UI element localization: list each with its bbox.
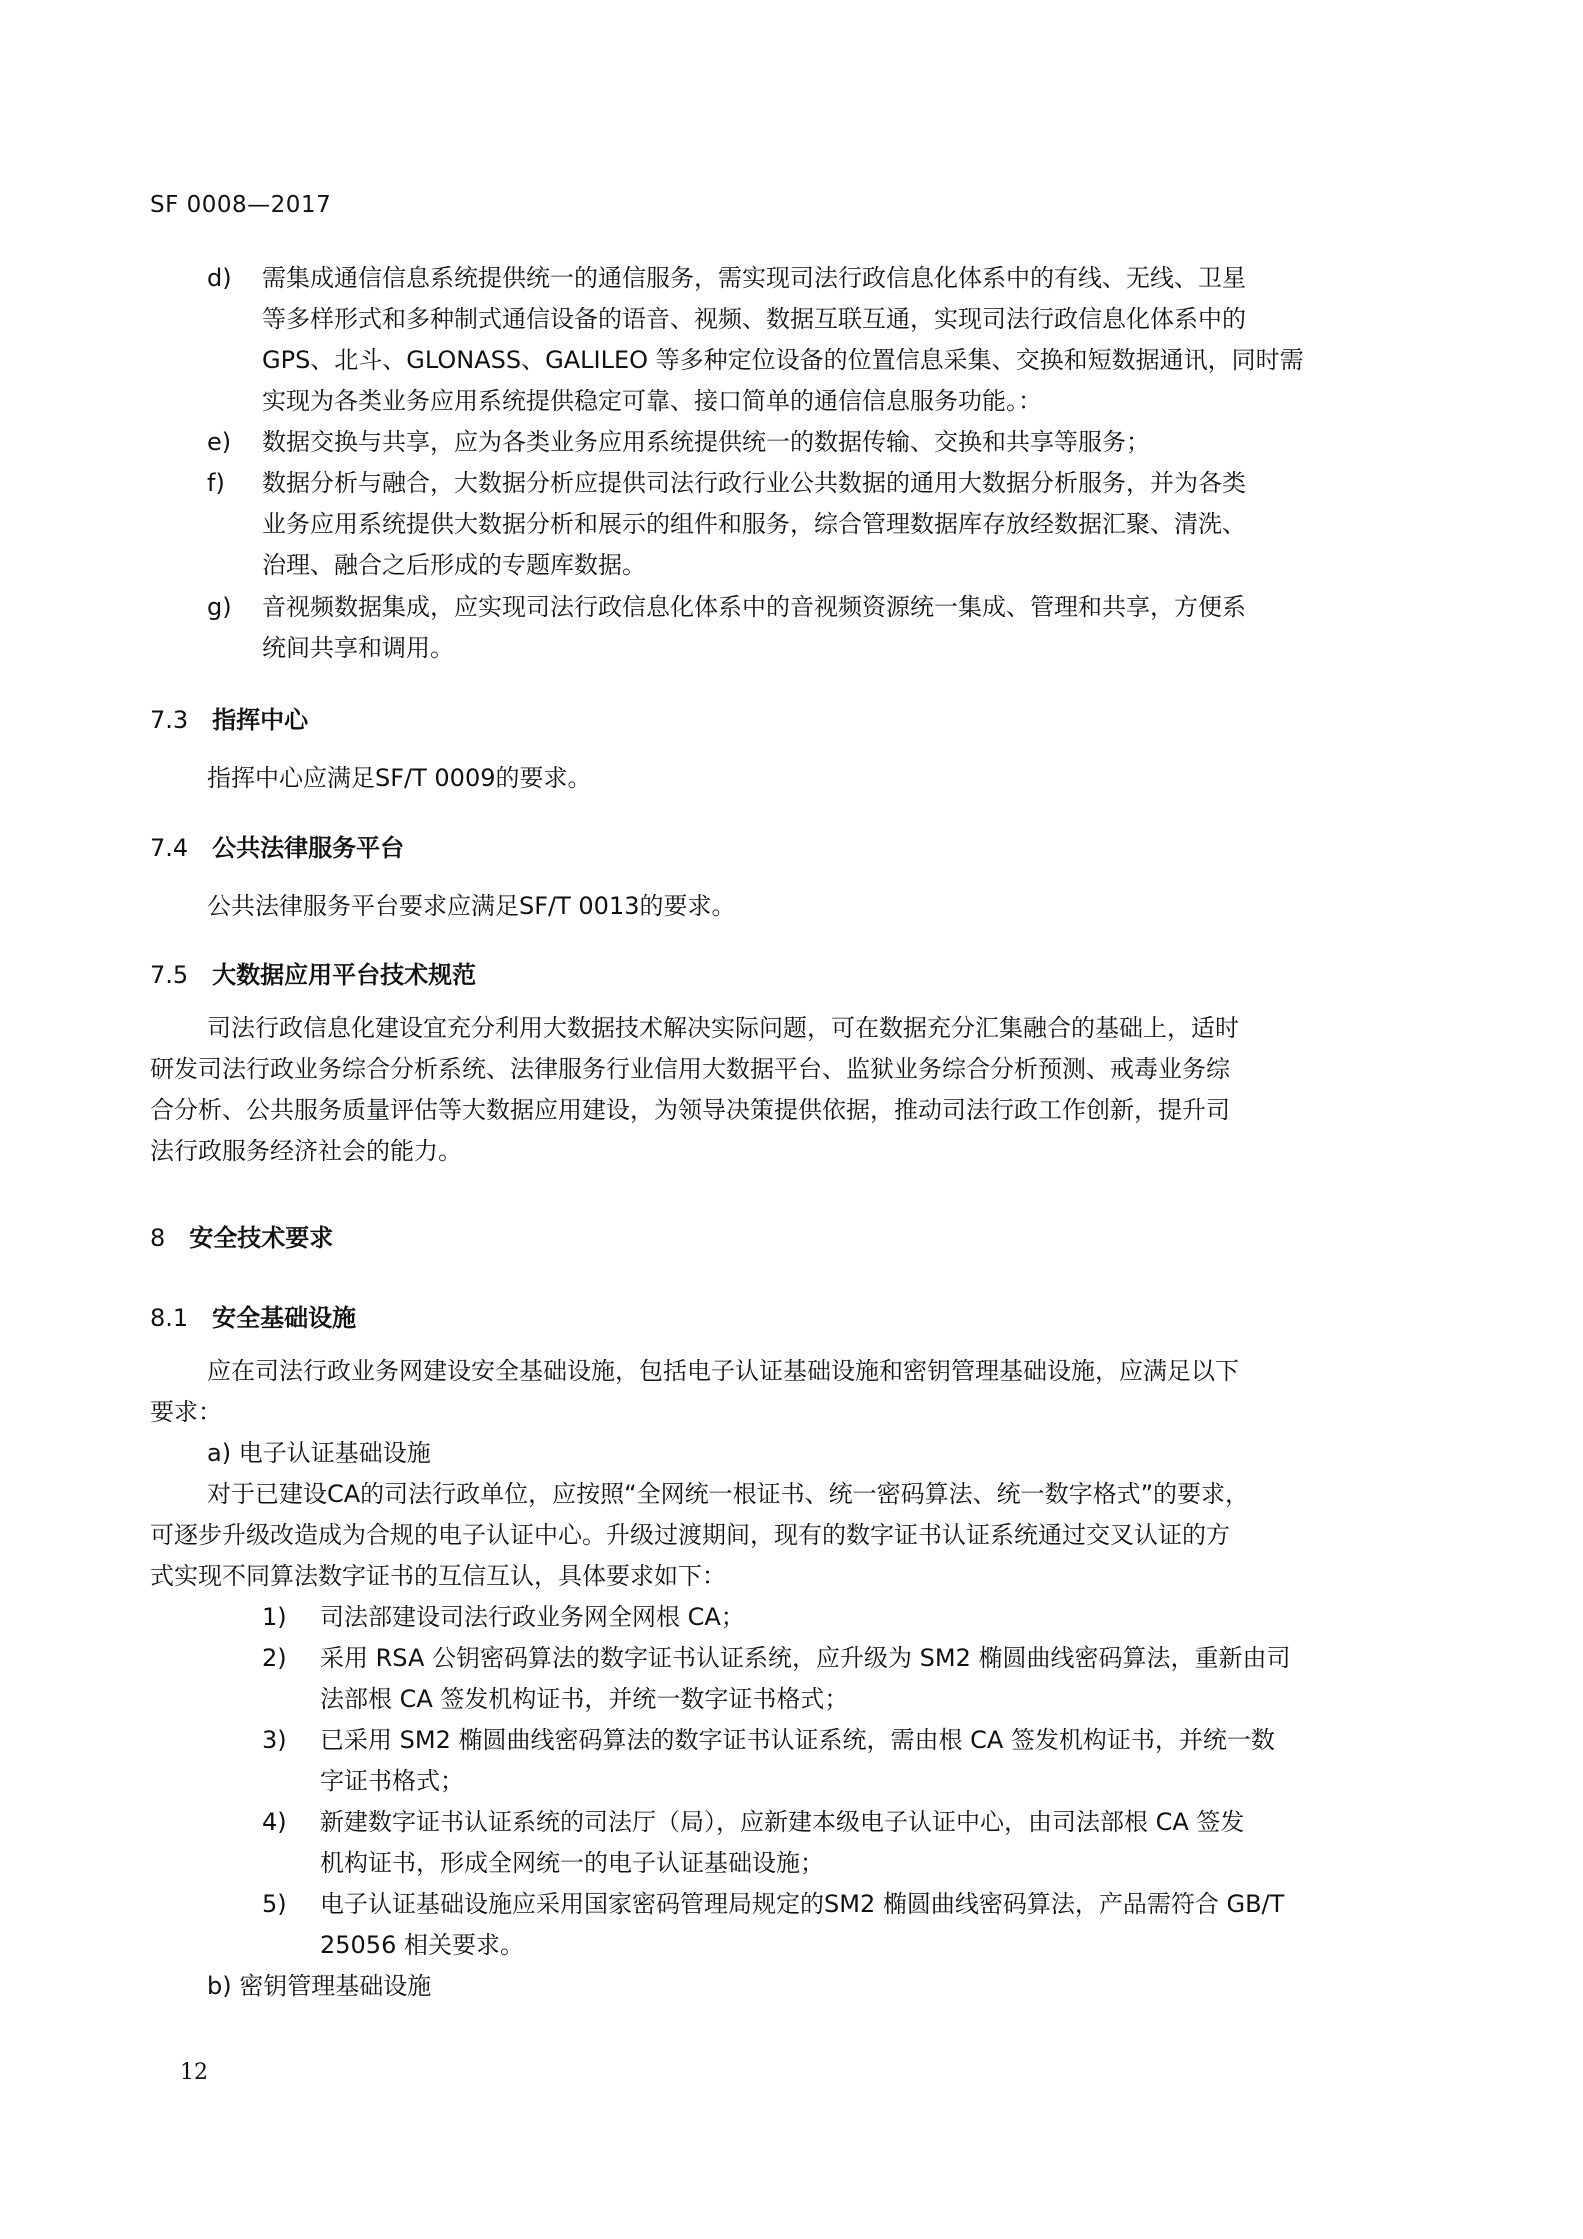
section-7-3-text: 指挥中心应满足SF/T 0009的要求。 xyxy=(207,764,592,792)
text-line: 治理、融合之后形成的专题库数据。 xyxy=(262,551,646,579)
text-line: 司法部建设司法行政业务网全网根 CA； xyxy=(320,1603,745,1631)
text-line: 需集成通信信息系统提供统一的通信服务，需实现司法行政信息化体系中的有线、无线、卫星 xyxy=(262,264,1246,292)
text-line: 25056 相关要求。 xyxy=(320,1931,524,1959)
numbered-label-5: 5) xyxy=(262,1890,287,1918)
section-title: 安全基础设施 xyxy=(212,1304,357,1332)
standard-code-header: SF 0008—2017 xyxy=(150,192,332,218)
list-item-g xyxy=(262,587,1412,669)
text-line: 实现为各类业务应用系统提供稳定可靠、接口简单的通信信息服务功能。： xyxy=(262,387,1042,415)
text-line: 式实现不同算法数字证书的互信互认，具体要求如下： xyxy=(150,1562,726,1590)
sub-item-b-label: b) 密钥管理基础设施 xyxy=(207,1972,432,2000)
text-line: 已采用 SM2 椭圆曲线密码算法的数字证书认证系统，需由根 CA 签发机构证书，并统一数 xyxy=(320,1726,1275,1754)
list-item-f xyxy=(262,463,1412,586)
list-label-g: g) xyxy=(207,593,232,621)
text-line: 字证书格式； xyxy=(320,1767,464,1795)
section-heading-7-3 xyxy=(150,700,308,735)
numbered-label-3: 3) xyxy=(262,1726,287,1754)
section-title: 指挥中心 xyxy=(212,706,309,734)
text-line: 要求： xyxy=(150,1398,222,1426)
list-label-f: f) xyxy=(207,469,225,497)
numbered-label-4: 4) xyxy=(262,1808,287,1836)
section-title: 大数据应用平台技术规范 xyxy=(212,961,477,989)
numbered-item-1 xyxy=(320,1597,745,1638)
text-line: 采用 RSA 公钥密码算法的数字证书认证系统，应升级为 SM2 椭圆曲线密码算法，重新由司 xyxy=(320,1644,1291,1672)
section-title: 公共法律服务平台 xyxy=(212,834,405,862)
text-line: 司法行政信息化建设宜充分利用大数据技术解决实际问题，可在数据充分汇集融合的基础上，适时 xyxy=(207,1014,1239,1042)
sub-item-a-paragraph xyxy=(150,1474,1420,1597)
list-label-d: d) xyxy=(207,264,232,292)
text-line: 法部根 CA 签发机构证书，并统一数字证书格式； xyxy=(320,1685,849,1713)
page-number: 12 xyxy=(180,2060,208,2085)
numbered-label-2: 2) xyxy=(262,1644,287,1672)
list-item-d xyxy=(262,258,1412,422)
text-line: 可逐步升级改造成为合规的电子认证中心。升级过渡期间，现有的数字证书认证系统通过交叉认证的方 xyxy=(150,1521,1230,1549)
list-item-e xyxy=(262,422,1412,463)
text-line: 数据交换与共享，应为各类业务应用系统提供统一的数据传输、交换和共享等服务； xyxy=(262,428,1150,456)
section-heading-7-4 xyxy=(150,828,404,863)
section-heading-8-1 xyxy=(150,1298,356,1333)
chapter-title: 安全技术要求 xyxy=(189,1224,334,1252)
numbered-item-3 xyxy=(320,1720,1275,1802)
numbered-item-2 xyxy=(320,1638,1291,1720)
text-line: 研发司法行政业务综合分析系统、法律服务行业信用大数据平台、监狱业务综合分析预测、戒毒业务综 xyxy=(150,1055,1230,1083)
section-heading-7-5 xyxy=(150,955,476,990)
chapter-heading-8 xyxy=(150,1218,333,1253)
text-line: 机构证书，形成全网统一的电子认证基础设施； xyxy=(320,1849,824,1877)
section-number: 8.1 xyxy=(150,1304,189,1332)
section-number: 7.3 xyxy=(150,706,189,734)
sub-item-a-label: a) 电子认证基础设施 xyxy=(207,1439,431,1467)
list-label-e: e) xyxy=(207,428,232,456)
numbered-item-4 xyxy=(320,1802,1244,1884)
section-number: 7.5 xyxy=(150,961,189,989)
numbered-label-1: 1) xyxy=(262,1603,287,1631)
section-7-5-paragraph xyxy=(150,1008,1420,1172)
text-line: 对于已建设CA的司法行政单位，应按照“全网统一根证书、统一密码算法、统一数字格式”的要求， xyxy=(207,1480,1250,1508)
numbered-item-5 xyxy=(320,1884,1284,1966)
text-line: 统间共享和调用。 xyxy=(262,634,454,662)
text-line: 电子认证基础设施应采用国家密码管理局规定的SM2 椭圆曲线密码算法，产品需符合 GB/T xyxy=(320,1890,1285,1918)
section-number: 7.4 xyxy=(150,834,189,862)
text-line: 等多样形式和多种制式通信设备的语音、视频、数据互联互通，实现司法行政信息化体系中的 xyxy=(262,305,1246,333)
text-line: 音视频数据集成，应实现司法行政信息化体系中的音视频资源统一集成、管理和共享，方便系 xyxy=(262,593,1246,621)
section-7-4-text: 公共法律服务平台要求应满足SF/T 0013的要求。 xyxy=(207,892,736,920)
text-line: 合分析、公共服务质量评估等大数据应用建设，为领导决策提供依据，推动司法行政工作创新，提升司 xyxy=(150,1096,1230,1124)
text-line: 应在司法行政业务网建设安全基础设施，包括电子认证基础设施和密钥管理基础设施，应满足以下 xyxy=(207,1357,1239,1385)
chapter-number: 8 xyxy=(150,1224,166,1252)
text-line: 法行政服务经济社会的能力。 xyxy=(150,1137,462,1165)
text-line: GPS、北斗、GLONASS、GALILEO 等多种定位设备的位置信息采集、交换和短数据通讯，同时需 xyxy=(262,346,1304,374)
text-line: 新建数字证书认证系统的司法厅（局），应新建本级电子认证中心，由司法部根 CA 签发 xyxy=(320,1808,1245,1836)
text-line: 业务应用系统提供大数据分析和展示的组件和服务，综合管理数据库存放经数据汇聚、清洗、 xyxy=(262,510,1246,538)
text-line: 数据分析与融合，大数据分析应提供司法行政行业公共数据的通用大数据分析服务，并为各类 xyxy=(262,469,1246,497)
section-8-1-intro xyxy=(150,1351,1420,1433)
